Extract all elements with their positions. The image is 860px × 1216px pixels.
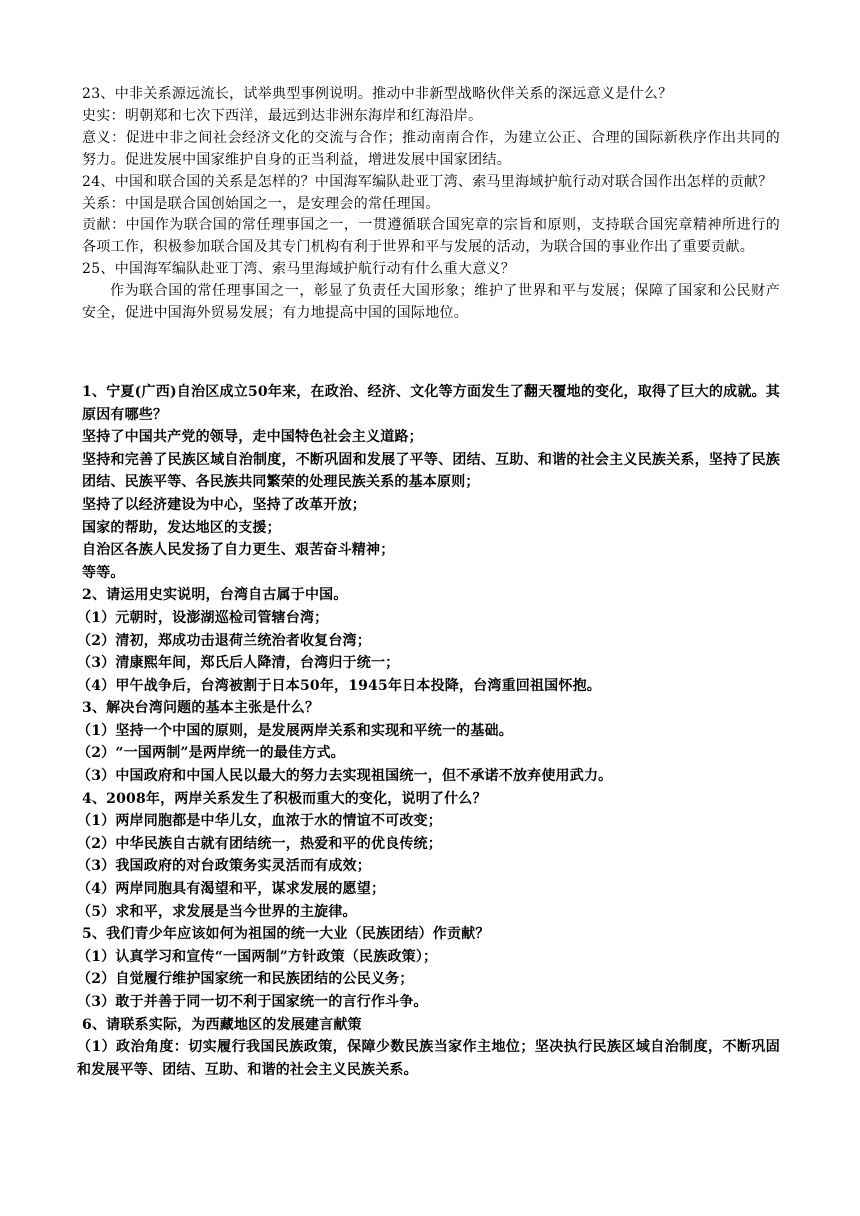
answer-1-line: 坚持了以经济建设为中心，坚持了改革开放； (82, 496, 366, 513)
answer-4-item: （4）两岸同胞具有渴望和平，谋求发展的愿望； (77, 881, 386, 898)
answer-3-item: （3）中国政府和中国人民以最大的努力去实现祖国统一，但不承诺不放弃使用武力。 (77, 768, 613, 785)
section-spacer (82, 325, 780, 381)
answer-3-item: （2）“一国两制”是两岸统一的最佳方式。 (77, 745, 345, 762)
question-4: 4、2008年，两岸关系发生了积极而重大的变化，说明了什么？ (82, 790, 487, 807)
question-2: 2、请运用史实说明，台湾自古属于中国。 (82, 587, 348, 604)
answer-23-facts: 史实：明朝郑和七次下西洋，最远到达非洲东海岸和红海沿岸。 (82, 107, 483, 124)
answer-6-item: （1）政治角度：切实履行我国民族政策，保障少数民族当家作主地位；坚决执行民族区域自治制度，不断巩固和发展平等、团结、互助、和谐的社会主义民族关系。 (77, 1039, 780, 1078)
question-23: 23、中非关系源远流长，试举典型事例说明。推动中非新型战略伙伴关系的深远意义是什么？ (82, 86, 673, 102)
answer-5-item: （2）自觉履行维护国家统一和民族团结的公民义务； (77, 971, 414, 988)
answer-23-significance: 意义：促进中非之间社会经济文化的交流与合作；推动南南合作，为建立公正、合理的国际新秩序作出共同的努力。促进发展中国家维护自身的正当利益，增进发展中国家团结。 (82, 129, 780, 168)
answer-24-contribution: 贡献：中国作为联合国的常任理事国之一，一贯遵循联合国宪章的宗旨和原则，支持联合国宪章精神所进行的各项工作，积极参加联合国及其专门机构有利于世界和平与发展的活动，为联合国的事业作出了重要贡献。 (82, 217, 780, 256)
answer-1-line: 国家的帮助，发达地区的支援； (82, 519, 281, 536)
answer-4-item: （5）求和平，求发展是当今世界的主旋律。 (77, 903, 357, 920)
answer-24-relation: 关系：中国是联合国创始国之一，是安理会的常任理国。 (82, 195, 440, 212)
answer-5-item: （3）敢于并善于同一切不利于国家统一的言行作斗争。 (77, 994, 428, 1010)
question-5: 5、我们青少年应该如何为祖国的统一大业（民族团结）作贡献？ (82, 926, 490, 943)
answer-2-item: （3）清康熙年间，郑氏后人降清，台湾归于统一； (77, 655, 400, 672)
question-25: 25、中国海军编队赴亚丁湾、索马里海域护航行动有什么重大意义？ (82, 261, 516, 278)
question-6: 6、请联系实际，为西藏地区的发展建言献策 (82, 1016, 362, 1033)
qa-section-23-25 (82, 84, 780, 325)
question-1: 1、宁夏(广西)自治区成立50年来，在政治、经济、文化等方面发生了翻天覆地的变化，取得了巨大的成就。其原因有哪些？ (82, 383, 780, 423)
answer-2-item: （1）元朝时，设澎湖巡检司管辖台湾； (77, 609, 329, 626)
qa-section-1-6 (77, 381, 780, 1081)
answer-4-item: （2）中华民族自古就有团结统一，热爱和平的优良传统； (77, 835, 442, 852)
document-page (77, 84, 780, 1081)
question-3: 3、解决台湾问题的基本主张是什么？ (82, 700, 320, 717)
answer-5-item: （1）认真学习和宣传“一国两制”方针政策（民族政策）； (77, 948, 438, 965)
answer-4-item: （3）我国政府的对台政策务实灵活而有成效； (77, 858, 371, 875)
answer-1-line: 坚持了中国共产党的领导，走中国特色社会主义道路； (82, 429, 423, 446)
answer-1-line: 坚持和完善了民族区域自治制度，不断巩固和发展了平等、团结、互助、和谐的社会主义民族关系，坚持了民族团结、民族平等、各民族共同繁荣的处理民族关系的基本原则； (82, 451, 780, 491)
answer-1-line: 等等。 (82, 564, 125, 581)
question-24: 24、中国和联合国的关系是怎样的？中国海军编队赴亚丁湾、索马里海域护航行动对联合国作出怎样的贡献？ (82, 173, 773, 190)
answer-2-item: （4）甲午战争后，台湾被割于日本50年，1945年日本投降，台湾重回祖国怀抱。 (77, 677, 601, 694)
answer-2-item: （2）清初，郑成功击退荷兰统治者收复台湾； (77, 632, 371, 649)
answer-4-item: （1）两岸同胞都是中华儿女，血浓于水的情谊不可改变； (77, 813, 442, 830)
answer-1-line: 自治区各族人民发扬了自力更生、艰苦奋斗精神； (82, 542, 395, 559)
answer-3-item: （1）坚持一个中国的原则，是发展两岸关系和实现和平统一的基础。 (77, 722, 513, 739)
answer-25: 作为联合国的常任理事国之一，彰显了负责任大国形象；维护了世界和平与发展；保障了国家和公民财产安全，促进中国海外贸易发展；有力地提高中国的国际地位。 (82, 283, 780, 322)
